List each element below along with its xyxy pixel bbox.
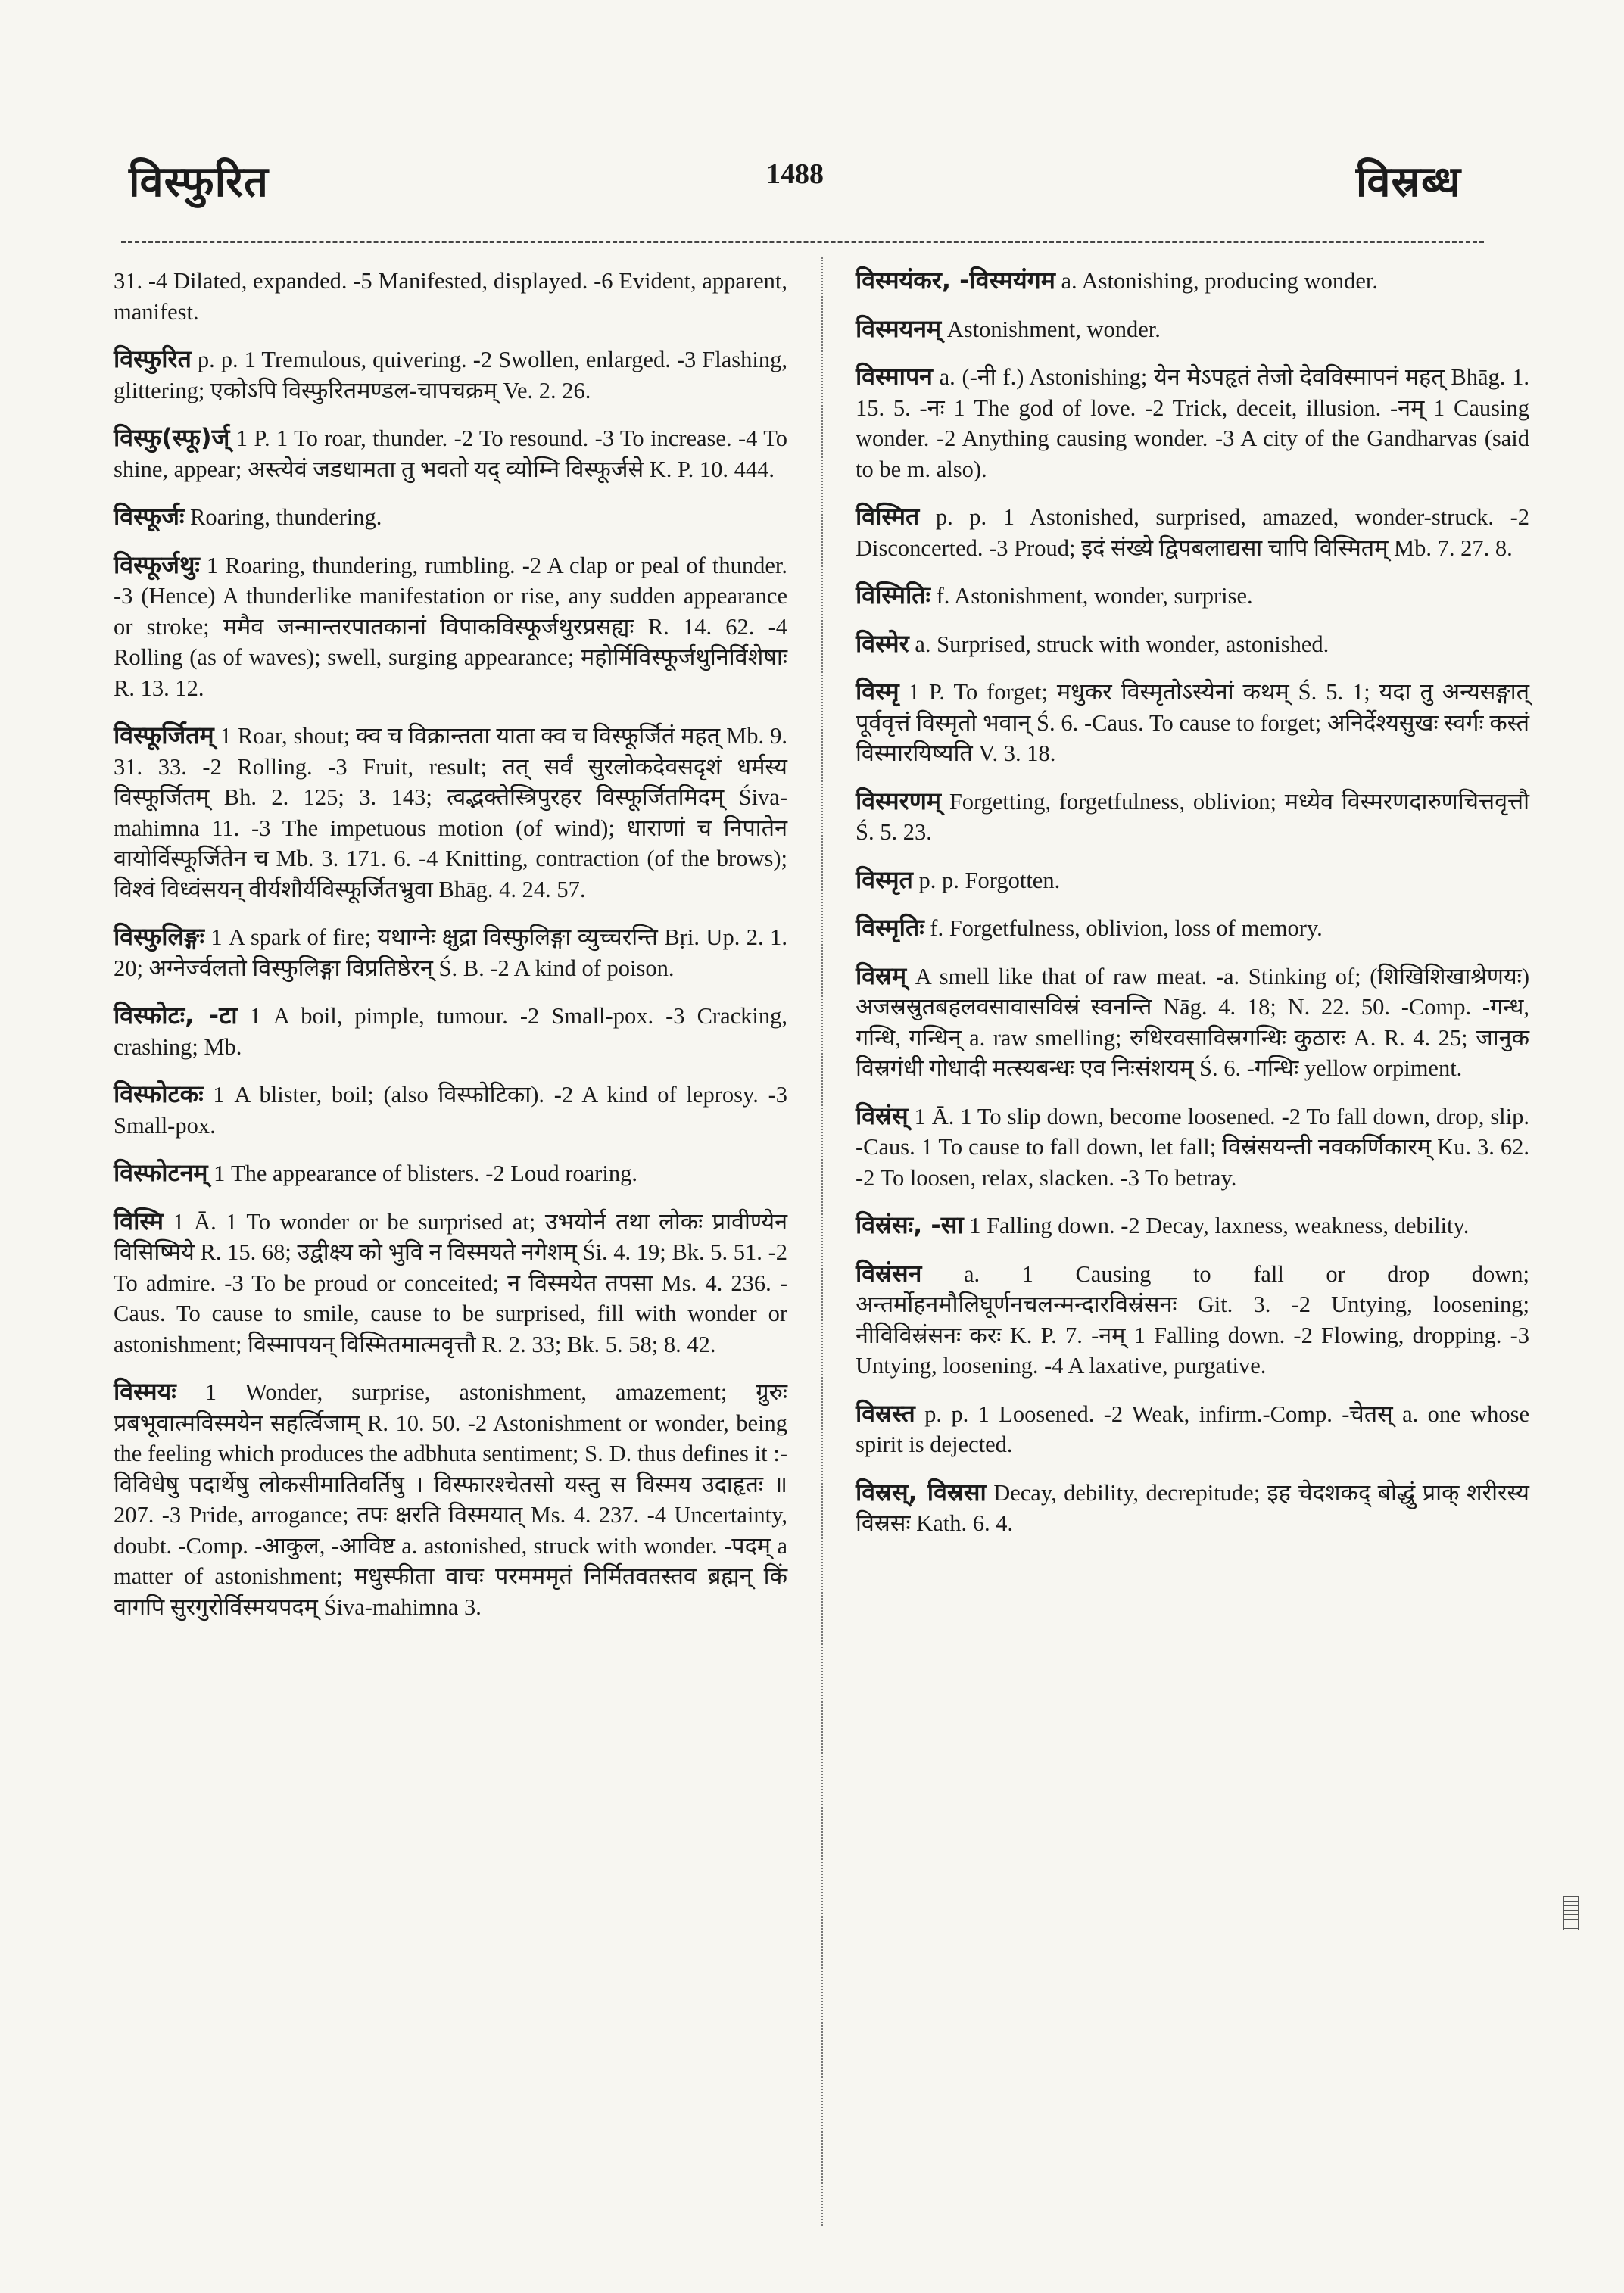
entry-headword: विस्मितिः	[856, 581, 930, 609]
right-column	[856, 265, 1529, 1556]
dictionary-entry	[114, 921, 787, 983]
entry-headword: विस्फोटनम्	[114, 1158, 208, 1187]
entry-headword: विस्फुलिङ्गः	[114, 922, 204, 951]
header-rule	[121, 241, 1484, 243]
dictionary-entry	[114, 344, 787, 406]
dictionary-entry	[856, 961, 1529, 1084]
margin-tick-mark	[1563, 1896, 1579, 1930]
entry-headword: विस्फुरित	[114, 344, 192, 373]
entry-headword: विस्रम्	[856, 961, 907, 990]
entry-text: 1 Falling down. -2 Decay, laxness, weakness, debility.	[969, 1213, 1470, 1238]
entry-text: p. p. 1 Tremulous, quivering. -2 Swollen, enlarged. -3 Flashing, glittering; एकोऽपि विस्फुरितमण्डल-चापचक्रम् Ve. 2. 26.	[114, 347, 788, 403]
dictionary-entry	[856, 912, 1529, 944]
entry-text: a. (-नी f.) Astonishing; येन मेऽपहृतं तेजो देवविस्मापनं महत् Bhāg. 1. 15. 5. -नः 1 The god of love. -2 Trick, deceit, illusion. -नम् 1 Causing wonder. -2 Anything causing wonder. -3 A city of the Gandharvas (said to be m. also).	[856, 364, 1530, 482]
left-column	[114, 265, 787, 1639]
entry-text: 1 A boil, pimple, tumour. -2 Small-pox. -3 Cracking, crashing; Mb.	[114, 1003, 788, 1060]
column-divider	[821, 257, 823, 2226]
dictionary-entry	[856, 1258, 1529, 1382]
page-header	[114, 151, 1476, 235]
entry-headword: विस्मृत	[856, 865, 913, 894]
dictionary-entry	[856, 676, 1529, 769]
dictionary-entry	[856, 1477, 1529, 1539]
entry-text: Astonishment, wonder.	[946, 316, 1161, 342]
dictionary-entry	[114, 265, 787, 327]
entry-text: p. p. 1 Astonished, surprised, amazed, wonder-struck. -2 Disconcerted. -3 Proud; इदं संख्ये द्विपबलाद्यसा चापि विस्मितम् Mb. 7. 27. 8.	[856, 504, 1530, 561]
entry-headword: विस्मित	[856, 502, 920, 531]
dictionary-entry	[114, 501, 787, 533]
entry-text: Roaring, thundering.	[190, 504, 382, 530]
entry-headword: विस्फूर्जितम्	[114, 721, 214, 749]
entry-text: 1 Ā. 1 To slip down, become loosened. -2 To fall down, drop, slip. -Caus. 1 To cause to fall down, let fall; विस्रंसयन्ती नवकर्णिकारम् Ku. 3. 62. -2 To loosen, relax, slacken. -3 To betray.	[856, 1103, 1530, 1191]
dictionary-entry	[114, 1000, 787, 1062]
entry-text: 31. -4 Dilated, expanded. -5 Manifested, displayed. -6 Evident, apparent, manifest.	[114, 268, 787, 325]
entry-text: 1 P. To forget; मधुकर विस्मृतोऽस्येनां कथम् Ś. 5. 1; यदा तु अन्यसङ्गात् पूर्ववृत्तं विस्मृतो भवान् Ś. 6. -Caus. To cause to forget; अनिर्देश्यसुखः स्वर्गः कस्तं विस्मारयिष्यति V. 3. 18.	[856, 679, 1529, 766]
entry-headword: विस्मयनम्	[856, 313, 942, 343]
entry-headword: विस्मापन	[856, 362, 933, 391]
entry-headword: विस्मि	[114, 1206, 164, 1235]
dictionary-entry	[856, 313, 1529, 345]
dictionary-entry	[856, 361, 1529, 484]
entry-headword: विस्मेर	[856, 628, 909, 658]
left-running-headword: विस्फुरित	[129, 157, 269, 207]
entry-text: f. Forgetfulness, oblivion, loss of memory.	[930, 915, 1323, 941]
entry-text: f. Astonishment, wonder, surprise.	[936, 583, 1253, 609]
entry-headword: विस्रंस्	[856, 1101, 909, 1130]
entry-text: 1 A spark of fire; यथाग्नेः क्षुद्रा विस्फुलिङ्गा व्युच्चरन्ति Bṛi. Up. 2. 1. 20; अग्नेर्ज्वलतो विस्फुलिङ्गा विप्रतिष्ठेरन् Ś. B. -2 A kind of poison.	[114, 924, 788, 981]
entry-text: p. p. 1 Loosened. -2 Weak, infirm.-Comp. -चेतस् a. one whose spirit is dejected.	[856, 1400, 1530, 1457]
entry-text: p. p. Forgotten.	[918, 867, 1061, 893]
dictionary-entry	[114, 422, 787, 484]
dictionary-entry	[856, 580, 1529, 612]
entry-text: a. 1 Causing to fall or drop down; अन्तर्मोहनमौलिघूर्णनचलन्मन्दारविस्रंसनः Git. 3. -2 Untying, loosening; नीविविस्रंसनः करः K. P. 7. -नम् 1 Falling down. -2 Flowing, dropping. -3 Untying, loosening. -4 A laxative, purgative.	[856, 1260, 1529, 1379]
dictionary-entry	[114, 1079, 787, 1141]
dictionary-entry	[856, 628, 1529, 660]
right-running-headword: विस्रब्ध	[1355, 157, 1461, 207]
entry-text: a. Surprised, struck with wonder, astonished.	[915, 631, 1329, 657]
entry-headword: विस्फूर्जथुः	[114, 550, 200, 579]
entry-headword: विस्मरणम्	[856, 786, 942, 815]
dictionary-entry	[856, 786, 1529, 848]
entry-text: 1 Ā. 1 To wonder or be surprised at; उभयोर्न तथा लोकः प्रावीण्येन विसिष्मिये R. 15. 68; उद्वीक्ष्य को भुवि न विस्मयते नगेशम् Śi. 4. 19; Bk. 5. 51. -2 To admire. -3 To be proud or conceited; न विस्मयेत तपसा Ms. 4. 236. -Caus. To cause to smile, cause to be surprised, fill with wonder or astonishment; विस्मापयन् विस्मितमात्मवृत्तौ R. 2. 33; Bk. 5. 58; 8. 42.	[114, 1208, 788, 1357]
dictionary-entry	[856, 501, 1529, 563]
dictionary-entry	[114, 1376, 787, 1622]
entry-headword: विस्रंसन	[856, 1258, 922, 1288]
dictionary-entry	[856, 265, 1529, 297]
entry-headword: विस्रंसः, -सा	[856, 1210, 964, 1239]
entry-text: Decay, debility, decrepitude; इह चेदशकद् बोद्धुं प्राक् शरीरस्य विस्रसः Kath. 6. 4.	[856, 1479, 1529, 1536]
entry-headword: विस्मयंकर, -विस्मयंगम	[856, 266, 1055, 294]
dictionary-entry	[114, 1157, 787, 1189]
entry-text: 1 The appearance of blisters. -2 Loud roaring.	[214, 1161, 637, 1186]
dictionary-entry	[856, 1398, 1529, 1460]
entry-text: A smell like that of raw meat. -a. Stinking of; (शिखिशिखाश्रेणयः) अजस्रस्रुतबहलवसावासविस्रं स्वनन्ति Nāg. 4. 18; N. 22. 50. -Comp. -गन्ध, गन्धि, गन्धिन् a. raw smelling; रुधिरवसाविस्रगन्धिः कुठारः A. R. 4. 25; जानुक विस्रगंधी गोधादी मत्स्यबन्धः एव निःसंशयम् Ś. 6. -गन्धिः yellow orpiment.	[856, 963, 1529, 1081]
dictionary-entry	[856, 1210, 1529, 1242]
page-number: 1488	[766, 158, 824, 190]
entry-headword: विस्फु(स्फू)र्ज्	[114, 423, 230, 452]
entry-text: 1 A blister, boil; (also विस्फोटिका). -2 A kind of leprosy. -3 Small-pox.	[114, 1082, 788, 1139]
entry-text: 1 Wonder, surprise, astonishment, amazement; ग्रुरुः प्रबभूवात्मविस्मयेन सहर्त्विजाम् R. 10. 50. -2 Astonishment or wonder, being the feeling which produces the adbhuta sentiment; S. D. thus defines it :- विविधेषु पदार्थेषु लोकसीमातिवर्तिषु । विस्फारश्चेतसो यस्तु स विस्मय उदाहृतः ॥ 207. -3 Pride, arrogance; तपः क्षरति विस्मयात् Ms. 4. 237. -4 Uncertainty, doubt. -Comp. -आकुल, -आविष्ट a. astonished, struck with wonder. -पदम् a matter of astonishment; मधुस्फीता वाचः परमममृतं निर्मितवतस्तव ब्रह्मन् किं वागपि सुरगुरोर्विस्मयपदम् Śiva-mahimna 3.	[114, 1379, 788, 1620]
entry-headword: विस्मयः	[114, 1377, 176, 1406]
entry-text: 1 Roaring, thundering, rumbling. -2 A clap or peal of thunder. -3 (Hence) A thunderlike manifestation or rise, any sudden appearance or stroke; ममैव जन्मान्तरपातकानां विपाकविस्फूर्जथुरप्रसह्यः R. 14. 62. -4 Rolling (as of waves); swell, surging appearance; महोर्मिविस्फूर्जथुनिर्विशेषाः R. 13. 12.	[114, 552, 787, 701]
entry-text: a. Astonishing, producing wonder.	[1061, 268, 1378, 294]
entry-text: 1 Roar, shout; क्व च विक्रान्तता याता क्व च विस्फूर्जितं महत् Mb. 9. 31. 33. -2 Rolling. -3 Fruit, result; तत् सर्वं सुरलोकदेवसदृशं धर्मस्य विस्फूर्जितम् Bh. 2. 125; 3. 143; त्वद्भक्तेस्त्रिपुरहर विस्फूर्जितमिदम् Śiva-mahimna 11. -3 The impetuous motion (of wind); धाराणां च निपातेन वायोर्विस्फूर्जितेन च Mb. 3. 171. 6. -4 Knitting, contraction (of the brows); विश्वं विध्वंसयन् वीर्यशौर्यविस्फूर्जितभ्रुवा Bhāg. 4. 24. 57.	[114, 723, 788, 902]
entry-headword: विस्रस्त	[856, 1398, 915, 1428]
entry-headword: विस्फोटकः	[114, 1080, 204, 1108]
dictionary-entry	[856, 1101, 1529, 1194]
entry-headword: विस्फोटः, -टा	[114, 1001, 238, 1030]
entry-headword: विस्फूर्जः	[114, 502, 185, 531]
dictionary-entry	[114, 550, 787, 704]
dictionary-entry	[114, 1206, 787, 1360]
entry-headword: विस्मृतिः	[856, 913, 924, 942]
dictionary-entry	[856, 865, 1529, 896]
entry-headword: विस्मृ	[856, 677, 899, 706]
entry-headword: विस्रस्, विस्रसा	[856, 1477, 987, 1506]
dictionary-entry	[114, 720, 787, 905]
entry-text: Forgetting, forgetfulness, oblivion; मध्येव विस्मरणदारुणचित्तवृत्तौ Ś. 5. 23.	[856, 788, 1530, 845]
entry-text: 1 P. 1 To roar, thunder. -2 To resound. -3 To increase. -4 To shine, appear; अस्त्येवं जडधामता तु भवतो यद् व्योम्नि विस्फूर्जसे K. P. 10. 444.	[114, 425, 787, 482]
